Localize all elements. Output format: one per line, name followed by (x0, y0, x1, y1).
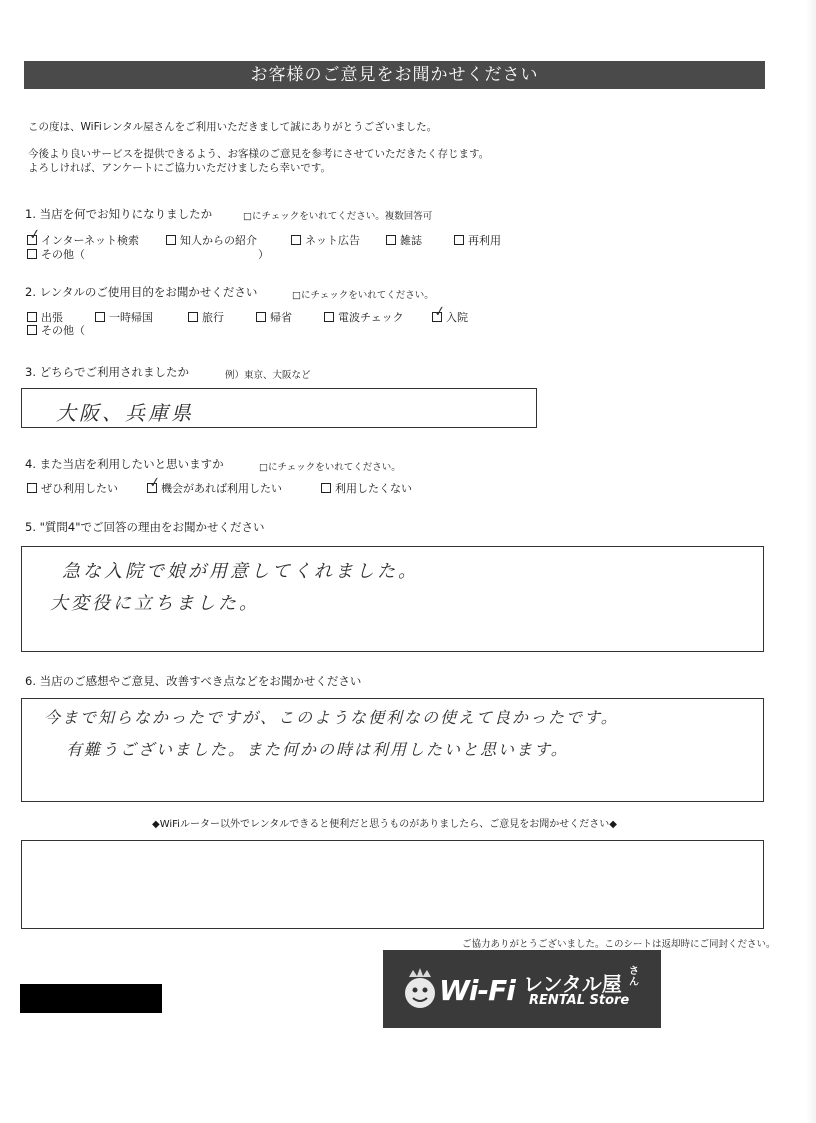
question-1-note: □にチェックをいれてください。複数回答可 (243, 211, 433, 222)
checkbox-checked[interactable] (27, 226, 42, 245)
question-3-label: 3. どちらでご利用されましたか (25, 365, 190, 379)
footer-thanks-note: ご協力ありがとうございました。このシートは返却時にご同封ください。 (462, 939, 776, 950)
q1-option-magazine[interactable] (386, 232, 422, 248)
question-6-answer-line-2: 有難うございました。また何かの時は利用したいと思います。 (66, 740, 569, 759)
question-1-label: 1. 当店を何でお知りになりましたか (25, 207, 213, 221)
question-3-note: 例）東京、大阪など (225, 370, 311, 381)
option-label: インターネット検索 (41, 234, 140, 247)
intro-line-2: 今後より良いサービスを提供できるよう、お客様のご意見を参考にさせていただきたく存じます。 (28, 148, 490, 160)
question-4-note: □にチェックをいれてください。 (259, 462, 401, 473)
checkbox[interactable] (291, 235, 301, 245)
question-5-answer-line-2: 大変役に立ちました。 (50, 593, 260, 614)
logo-japanese-text: レンタル屋 (523, 972, 622, 996)
checkbox[interactable] (188, 312, 198, 322)
checkbox[interactable] (166, 235, 176, 245)
q2-option-signal-check[interactable] (324, 309, 404, 325)
question-3-answer-text: 大阪、兵庫県 (56, 401, 194, 425)
q2-option-hospitalization[interactable] (432, 303, 468, 325)
checkbox[interactable] (27, 483, 37, 493)
option-label: 機会があれば利用したい (161, 482, 282, 495)
q2-option-homecoming[interactable] (256, 309, 292, 325)
question-7-label: ◆WiFiルーター以外でレンタルできると便利だと思うものがありましたら、ご意見をお聞かせください◆ (152, 819, 617, 830)
option-label: 旅行 (202, 311, 224, 324)
check-mark-icon: ✓ (432, 303, 447, 321)
redacted-block (20, 984, 162, 1013)
store-logo (383, 950, 661, 1028)
q4-option-definitely[interactable] (27, 480, 118, 496)
checkbox[interactable] (27, 312, 37, 322)
checkbox[interactable] (454, 235, 464, 245)
intro-line-1: この度は、WiFiレンタル屋さんをご利用いただきまして誠にありがとうございました。 (28, 121, 438, 133)
q4-option-if-opportunity[interactable] (147, 474, 282, 496)
q1-other-close-paren: ） (258, 248, 269, 261)
option-label: 利用したくない (335, 482, 412, 495)
option-label: その他（ (41, 248, 85, 261)
question-7-answer-field[interactable] (21, 840, 764, 929)
check-mark-icon: ✓ (147, 474, 162, 492)
page-title: お客様のご意見をお聞かせください (24, 61, 765, 89)
option-label: 入院 (446, 311, 468, 324)
q4-option-no[interactable] (321, 480, 412, 496)
question-4-label: 4. また当店を利用したいと思いますか (25, 457, 224, 471)
q2-option-travel[interactable] (188, 309, 224, 325)
check-mark-icon: ✓ (27, 226, 42, 244)
option-label: 帰省 (270, 311, 292, 324)
question-5-label: 5. "質問4"でご回答の理由をお聞かせください (25, 520, 265, 534)
q1-option-net-ad[interactable] (291, 232, 360, 248)
question-6-label: 6. 当店のご感想やご意見、改善すべき点などをお聞かせください (25, 674, 362, 688)
option-label: ぜひ利用したい (41, 482, 118, 495)
logo-san-text: さん (629, 966, 639, 988)
question-5-answer-line-1: 急な入院で娘が用意してくれました。 (62, 561, 419, 582)
q1-option-reuse[interactable] (454, 232, 501, 248)
question-5-answer-field[interactable] (21, 546, 764, 652)
q2-option-temporary-return[interactable] (95, 309, 153, 325)
checkbox[interactable] (256, 312, 266, 322)
option-label: 電波チェック (338, 311, 404, 324)
scan-edge (806, 0, 816, 1123)
option-label: 再利用 (468, 234, 501, 247)
logo-english-text: RENTAL Store (529, 993, 630, 1008)
option-label: 一時帰国 (109, 311, 153, 324)
option-label: その他（ (41, 324, 85, 337)
checkbox-checked[interactable] (432, 303, 447, 322)
q2-option-other[interactable] (27, 322, 85, 338)
intro-line-3: よろしければ、アンケートにご協力いただけましたら幸いです。 (28, 162, 332, 174)
q1-option-other[interactable] (27, 246, 85, 262)
question-2-label: 2. レンタルのご使用目的をお聞かせください (25, 285, 258, 299)
checkbox[interactable] (321, 483, 331, 493)
checkbox[interactable] (386, 235, 396, 245)
checkbox-checked[interactable] (147, 474, 162, 493)
question-6-answer-line-1: 今まで知らなかったですが、このような便利なの使えて良かったです。 (44, 708, 619, 727)
checkbox[interactable] (324, 312, 334, 322)
question-3-answer-field[interactable] (21, 388, 537, 428)
option-label: ネット広告 (305, 234, 360, 247)
checkbox[interactable] (27, 325, 37, 335)
logo-wifi-text: Wi-Fi (439, 974, 515, 1007)
checkbox[interactable] (95, 312, 105, 322)
question-6-answer-field[interactable] (21, 698, 764, 802)
question-2-note: □にチェックをいれてください。 (292, 290, 434, 301)
option-label: 出張 (41, 311, 63, 324)
option-label: 知人からの紹介 (180, 234, 257, 247)
q1-option-referral[interactable] (166, 232, 257, 248)
checkbox[interactable] (27, 249, 37, 259)
option-label: 雑誌 (400, 234, 422, 247)
